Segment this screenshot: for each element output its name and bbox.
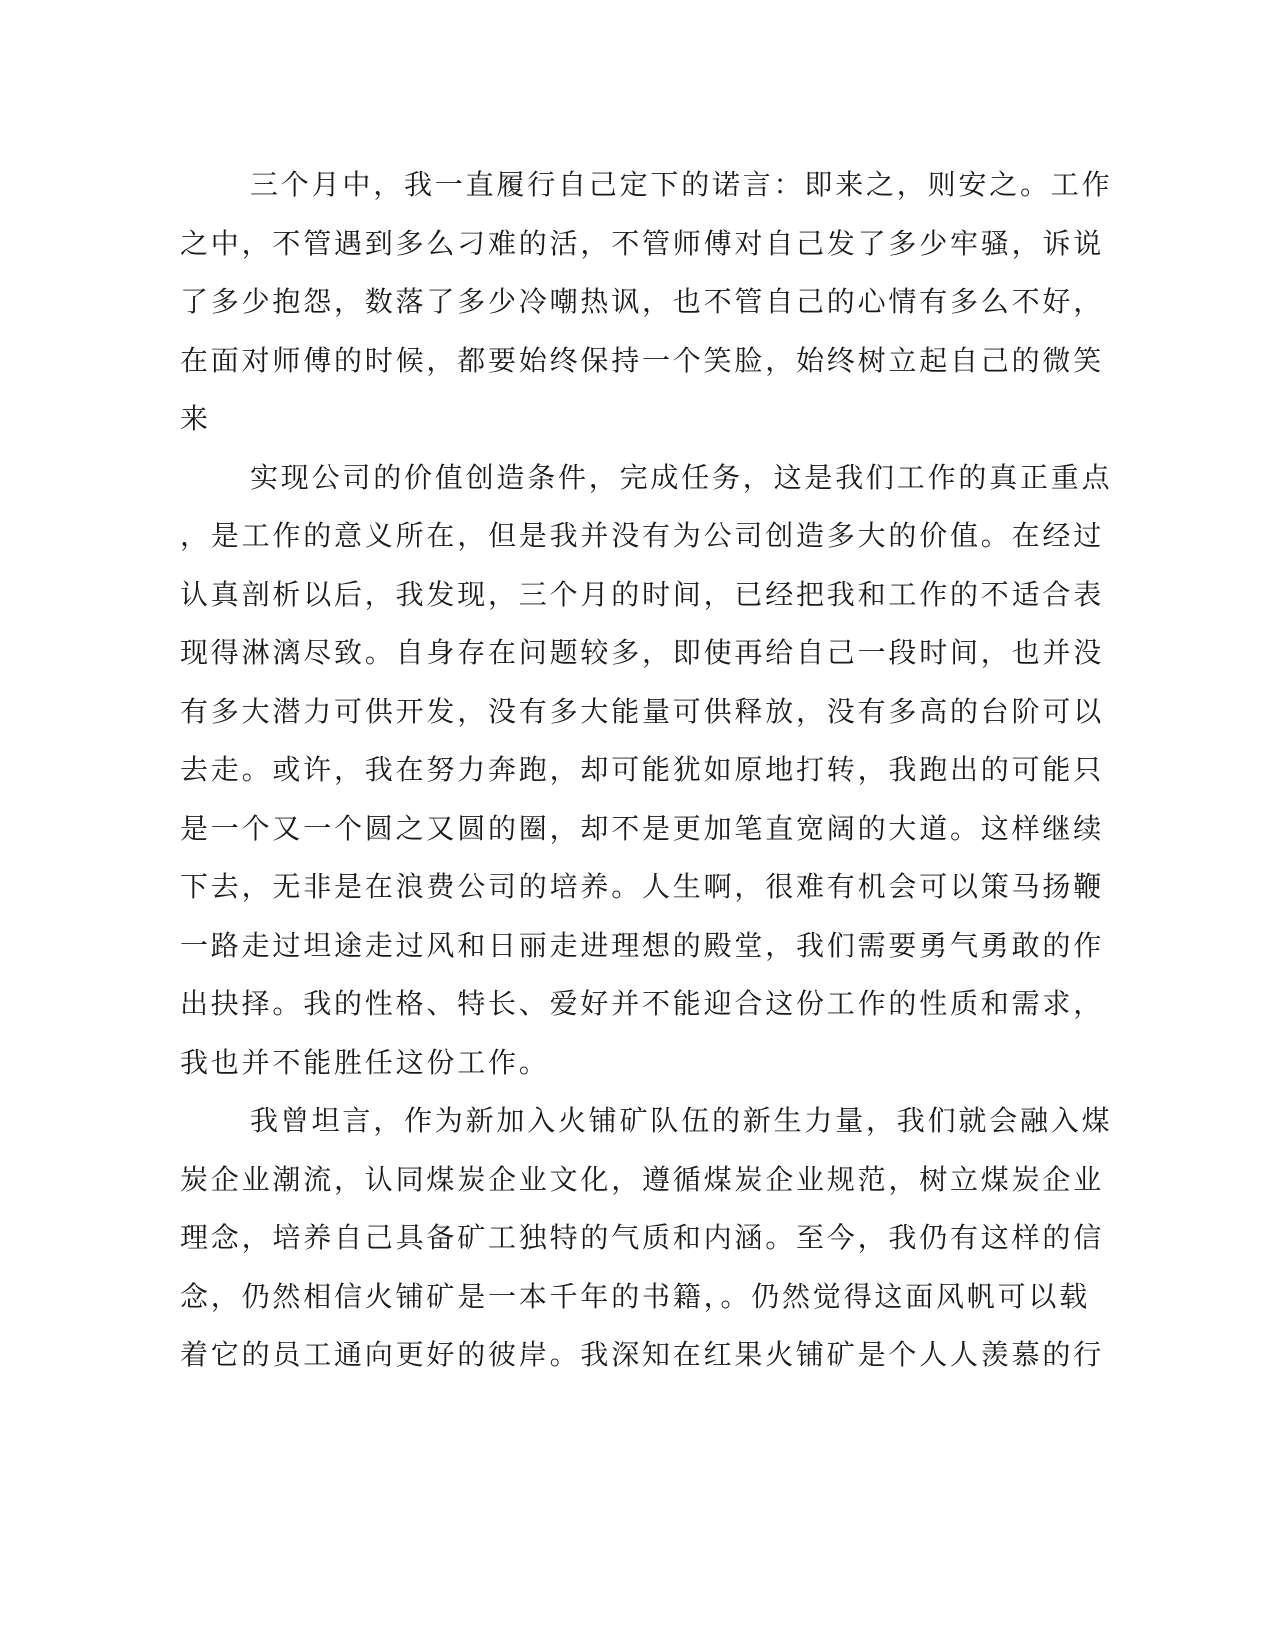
text-line: 我曾坦言，作为新加入火铺矿队伍的新生力量，我们就会融入煤	[250, 1104, 1113, 1137]
paragraph-3	[180, 1092, 1113, 1385]
text-line: 理念，培养自己具备矿工独特的气质和内涵。至今，我仍有这样的信	[180, 1221, 1105, 1254]
text-line: 来	[180, 402, 211, 435]
text-line: 认真剖析以后，我发现，三个月的时间，已经把我和工作的不适合表	[180, 577, 1105, 611]
text-line: ，是工作的意义所在，但是我并没有为公司创造多大的价值。在经过	[180, 519, 1105, 552]
text-line: 着它的员工通向更好的彼岸。我深知在红果火铺矿是个人人羡慕的行	[180, 1338, 1105, 1371]
text-line: 在面对师傅的时候，都要始终保持一个笑脸，始终树立起自己的微笑	[180, 343, 1105, 377]
text-line: 去走。或许，我在努力奔跑，却可能犹如原地打转，我跑出的可能只	[180, 753, 1105, 786]
text-line: 一路走过坦途走过风和日丽走进理想的殿堂，我们需要勇气勇敢的作	[180, 928, 1105, 962]
text-line: 现得淋漓尽致。自身存在问题较多，即使再给自己一段时间，也并没	[180, 636, 1105, 669]
text-line: 有多大潜力可供开发，没有多大能量可供释放，没有多高的台阶可以	[180, 694, 1105, 728]
text-line: 了多少抱怨，数落了多少冷嘲热讽，也不管自己的心情有多么不好，	[180, 285, 1105, 318]
document-body	[180, 156, 1113, 1385]
text-line: 出抉择。我的性格、特长、爱好并不能迎合这份工作的性质和需求，	[180, 987, 1105, 1020]
text-line: 是一个又一个圆之又圆的圈，却不是更加笔直宽阔的大道。这样继续	[180, 811, 1105, 845]
paragraph-2	[180, 449, 1113, 1093]
text-line: 三个月中，我一直履行自己定下的诺言：即来之，则安之。工作	[250, 168, 1113, 201]
text-line: 实现公司的价值创造条件，完成任务，这是我们工作的真正重点	[250, 460, 1113, 494]
text-line: 下去，无非是在浪费公司的培养。人生啊，很难有机会可以策马扬鞭	[180, 870, 1105, 903]
paragraph-1	[180, 156, 1113, 449]
text-line: 之中，不管遇到多么刁难的活，不管师傅对自己发了多少牢骚，诉说	[180, 226, 1105, 260]
text-line: 炭企业潮流，认同煤炭企业文化，遵循煤炭企业规范，树立煤炭企业	[180, 1162, 1105, 1196]
text-line: 念，仍然相信火铺矿是一本千年的书籍，。仍然觉得这面风帆可以载	[180, 1279, 1091, 1313]
text-line: 我也并不能胜任这份工作。	[180, 1045, 550, 1079]
